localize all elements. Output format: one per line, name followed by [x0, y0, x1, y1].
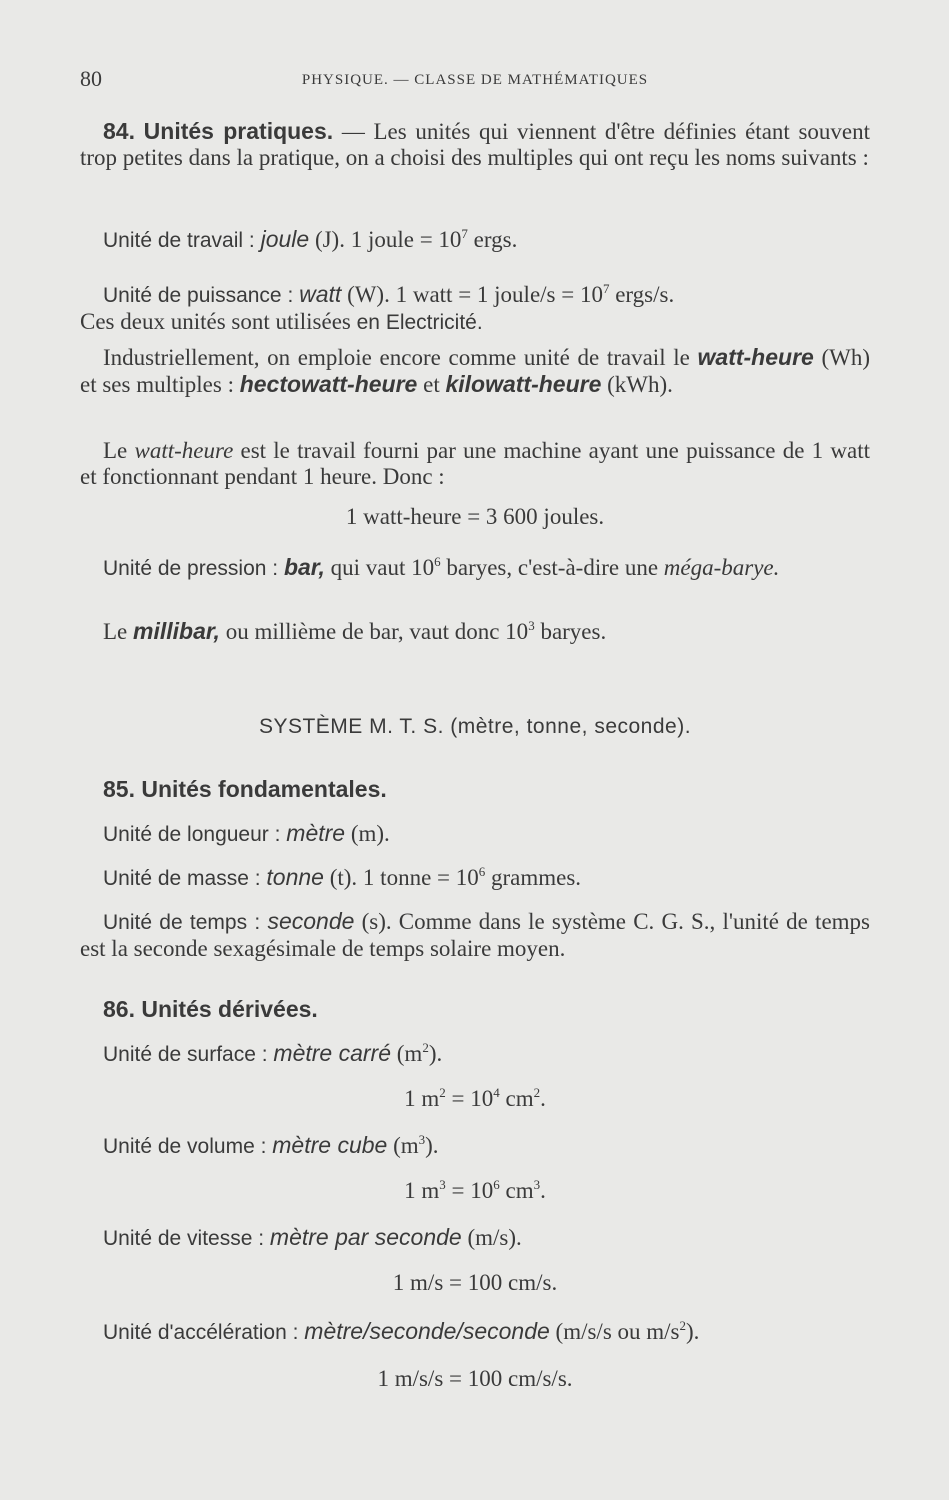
page-header [80, 66, 870, 92]
section-intro-text: — Les unités qui viennent d'être définies étant souvent trop petites dans la pratique, on a choisi des multiples qui ont reçu les noms suivants : [80, 119, 871, 170]
running-title: PHYSIQUE. — CLASSE DE MATHÉMATIQUES [301, 72, 649, 88]
section-heading: Unités pratiques. [143, 118, 334, 144]
unit-name: watt [299, 281, 342, 307]
paragraph-industriellement: Industriellement, on emploie encore comme unité de travail le watt-heure (Wh) et ses multiples : hectowatt-heure et kilowatt-heure (kWh). [80, 344, 870, 397]
paragraph-millibar: Le millibar, ou millième de bar, vaut donc $10^3$ baryes. [103, 618, 607, 644]
equation-acceleration: 1 m/s/s = 100 cm/s/s. [377, 1366, 573, 1391]
unit-vitesse: Unité de vitesse : mètre par seconde (m/s). [103, 1224, 522, 1250]
unit-longueur: Unité de longueur : mètre (m). [103, 820, 390, 846]
equation-surface: 1 $m^2 = 10^4$ $cm^2$. [404, 1085, 546, 1111]
unit-masse: Unité de masse : tonne (t). 1 tonne = $10^6$ grammes. [103, 864, 582, 890]
unit-travail: Unité de travail : joule (J). 1 joule = $10^7$ ergs. [103, 226, 518, 252]
unit-name: seconde [267, 908, 355, 934]
unit-name: mètre/seconde/seconde [304, 1318, 550, 1344]
unit-surface: Unité de surface : mètre carré $(m^2)$. [103, 1040, 443, 1066]
unit-name: joule [260, 226, 310, 252]
unit-name: bar, [283, 554, 325, 580]
section-number: 86. [103, 996, 135, 1022]
section-heading: Unités fondamentales. [134, 776, 387, 802]
unit-name: mètre par seconde [269, 1224, 462, 1250]
section-number: 84. [103, 118, 135, 144]
unit-pression: Unité de pression : bar, qui vaut $10^6$ baryes, c'est-à-dire une méga-barye. [103, 554, 780, 580]
equation-volume: 1 $m^3 = 10^6$ $cm^3$. [404, 1177, 546, 1203]
equation-vitesse: 1 m/s = 100 cm/s. [392, 1270, 558, 1295]
unit-acceleration: Unité d'accélération : mètre/seconde/seconde (m/s/s ou $m/s^2$). [103, 1318, 700, 1344]
unit-puissance: Unité de puissance : watt (W). 1 watt = 1 joule/s = $10^7$ ergs/s. Ces deux unités sont utilisées en Electricité. [80, 281, 675, 334]
unit-name: mètre carré [273, 1040, 392, 1066]
page-number: 80 [80, 66, 102, 91]
section-heading: Unités dérivées. [134, 996, 318, 1022]
section-86-heading [80, 996, 870, 1023]
unit-name: tonne [266, 864, 324, 890]
section-title-mts: SYSTÈME M. T. S. (mètre, tonne, seconde). [258, 715, 692, 738]
unit-volume: Unité de volume : mètre cube $(m^3)$. [103, 1132, 439, 1158]
unit-temps: Unité de temps : seconde (s). Comme dans le système C. G. S., l'unité de temps est la seconde sexagésimale de temps solaire moyen. [80, 908, 870, 961]
section-84-intro [80, 118, 870, 171]
section-85-heading [80, 776, 870, 803]
section-number: 85. [103, 776, 135, 802]
unit-name: mètre cube [272, 1132, 388, 1158]
paragraph-watt-heure: Le watt-heure est le travail fourni par une machine ayant une puissance de 1 watt et fonctionnant pendant 1 heure. Donc : [80, 438, 870, 489]
unit-name: mètre [286, 820, 346, 846]
equation-watt-heure: 1 watt-heure = 3 600 joules. [345, 504, 605, 529]
